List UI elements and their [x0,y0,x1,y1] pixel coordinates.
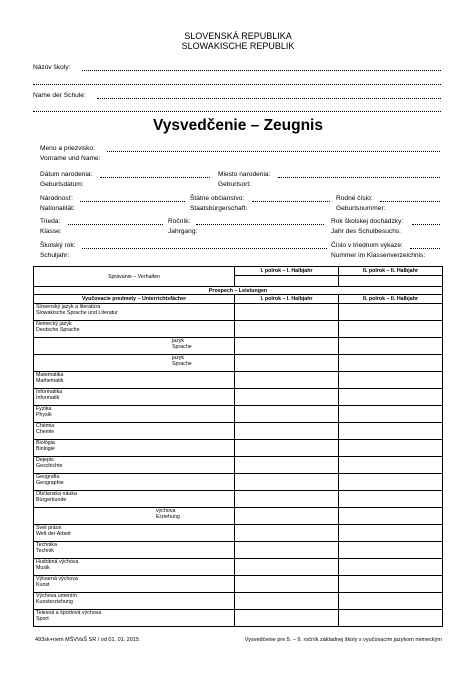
subject-name-sk: Matematika [36,372,64,378]
birthplace-label-sk: Miesto narodenia: [218,171,271,178]
birth-number-label-sk: Rodné číslo: [336,195,373,202]
subject-name-de: Mathematik [36,378,64,384]
school-name-field-3[interactable] [97,98,441,99]
subject-name-de: Sport [36,616,49,622]
subject-grade-sem2[interactable] [339,355,443,372]
birthplace-field[interactable] [278,177,440,178]
subject-grade-sem2[interactable] [339,321,443,338]
subject-grade-sem2[interactable] [339,576,443,593]
subject-name [34,610,235,627]
subject-grade-sem1[interactable] [235,525,339,542]
subject-name-de: Slowakische Sprache und Literatur [36,310,118,316]
grade-label-de: Jahrgang: [168,228,198,235]
citizenship-label-de: Staatsbürgerschaft: [190,205,248,212]
subject-name-de: Musik [36,565,50,571]
subject-name-de: Deutsche Sprache [36,327,80,333]
subject-name [34,440,235,457]
subject-grade-sem1[interactable] [235,389,339,406]
subject-name-sk: jazyk [172,338,185,344]
subject-name-sk: Výchova umením [36,593,77,599]
subject-name-de: Kunst [36,582,50,588]
subject-grade-sem2[interactable] [339,304,443,321]
subject-name-sk: Telesná a športová výchova [36,610,102,616]
subject-name-sk: výchova [156,508,176,514]
subject-name-sk: Občianska náuka [36,491,77,497]
school-name-field-4[interactable] [33,111,441,112]
subject-name-custom[interactable] [34,355,235,372]
country-name-de: SLOWAKISCHE REPUBLIK [181,41,295,51]
subject-grade-sem1[interactable] [235,474,339,491]
subject-name-sk: Svet práce [36,525,62,531]
grade-field[interactable] [196,224,324,225]
footer-form-description: Vysvedčenie pre 5. – 9. ročník základnej školy s vyučovacím jazykom nemeckým [244,637,442,643]
attendance-year-label-sk: Rok školskej dochádzky: [331,218,404,225]
subject-grade-sem1[interactable] [235,304,339,321]
country-name-sk: SLOVENSKÁ REPUBLIKA [184,31,292,41]
subjects-header: Vyučovacie predmety – Unterrichtsfächer [34,295,235,304]
subject-name-de: Technik [36,548,54,554]
subject-grade-sem1[interactable] [235,610,339,627]
subject-grade-sem1[interactable] [235,355,339,372]
register-number-label-de: Nummer im Klassenverzeichnis: [331,252,426,259]
subject-name-de: Kunsterziehung [36,599,73,605]
subject-grade-sem1[interactable] [235,372,339,389]
subject-grade-sem1[interactable] [235,338,339,355]
footer-form-code: 493sk+nem MŠVVaŠ SR / od 01. 01. 2015 [35,637,140,643]
subject-name [34,576,235,593]
subject-grade-sem2[interactable] [339,457,443,474]
birth-number-label-de: Geburtsnummer: [336,205,386,212]
behavior-sem2-cell[interactable] [339,276,443,287]
subject-name [34,406,235,423]
subject-name [34,321,235,338]
subject-grade-sem2[interactable] [339,525,443,542]
class-field[interactable] [68,224,163,225]
subject-grade-sem1[interactable] [235,321,339,338]
subject-name [34,559,235,576]
subject-grade-sem2[interactable] [339,423,443,440]
subject-name [34,457,235,474]
subject-name-de: Chemie [36,429,55,435]
subject-name [34,372,235,389]
birthdate-label-de: Geburtsdatum: [40,181,84,188]
subject-name-de: Geographie [36,480,64,486]
citizenship-field[interactable] [252,201,330,202]
school-year-field[interactable] [82,248,327,249]
birthdate-field[interactable] [100,177,210,178]
nationality-field[interactable] [80,201,185,202]
subject-grade-sem1[interactable] [235,593,339,610]
subject-name-sk: Technika [36,542,57,548]
subject-grade-sem2[interactable] [339,542,443,559]
birthplace-label-de: Geburtsort: [218,181,251,188]
subject-grade-sem2[interactable] [339,338,443,355]
subject-name-de: Welt der Arbeit [36,531,71,537]
subject-name-custom[interactable] [34,508,235,525]
name-label-de: Vorname und Name: [40,155,101,162]
subject-grade-sem1[interactable] [235,423,339,440]
grades-table [33,266,443,627]
school-name-field[interactable] [82,70,441,71]
subject-grade-sem2[interactable] [339,508,443,525]
school-name-label-de: Name der Schule: [33,92,86,99]
sem1-header: I. polrok – I. Halbjahr [235,267,339,276]
subject-name-sk: Hudobná výchova [36,559,79,565]
subject-name-de: Geschichte [36,463,63,469]
subject-name-sk: Dejepis [36,457,54,463]
citizenship-label-sk: Štátne občianstvo: [190,195,245,202]
subject-name-sk: Fyzika [36,406,52,412]
subject-name-sk: Geografia [36,474,60,480]
name-label-sk: Meno a priezvisko: [40,145,95,152]
subject-grade-sem2[interactable] [339,406,443,423]
attendance-year-field[interactable] [412,224,440,225]
subject-grade-sem2[interactable] [339,610,443,627]
subject-grade-sem2[interactable] [339,372,443,389]
behavior-label: Správanie – Verhalten [34,267,235,287]
class-label-de: Klasse: [40,228,62,235]
subject-grade-sem1[interactable] [235,542,339,559]
school-name-label-sk: Názov školy: [33,64,71,71]
subject-grade-sem1[interactable] [235,406,339,423]
subject-name [34,304,235,321]
subject-name-de: Biologie [36,446,55,452]
behavior-sem1-cell[interactable] [235,276,339,287]
subject-grade-sem2[interactable] [339,559,443,576]
subject-name-sk: Informatika [36,389,63,395]
school-year-label-de: Schuljahr: [40,252,70,259]
subject-name [34,542,235,559]
class-label-sk: Trieda: [40,218,61,225]
subject-name-de: Erziehung [156,514,180,520]
register-number-field[interactable] [410,248,440,249]
school-name-field-2[interactable] [33,84,441,85]
subject-name [34,593,235,610]
subject-grade-sem1[interactable] [235,508,339,525]
grade-label-sk: Ročník: [168,218,191,225]
subject-name [34,389,235,406]
subject-name-de: Sprache [172,361,192,367]
subject-name-de: Informatik [36,395,60,401]
subject-name-custom[interactable] [34,338,235,355]
subject-name-sk: Výtvarná výchova [36,576,78,582]
nationality-label-de: Nationalität: [40,205,75,212]
subject-name-sk: Biológia [36,440,55,446]
attendance-year-label-de: Jahr des Schulbesuchs: [331,228,402,235]
birthdate-label-sk: Dátum narodenia: [40,171,93,178]
nationality-label-sk: Národnosť: [40,195,73,202]
subject-grade-sem2[interactable] [339,440,443,457]
subject-grade-sem2[interactable] [339,389,443,406]
subject-name-de: Sprache [172,344,192,350]
page-title: Vysvedčenie – Zeugnis [152,117,323,134]
sem2-header: II. polrok – II. Halbjahr [339,267,443,276]
subject-grade-sem1[interactable] [235,576,339,593]
subject-name [34,474,235,491]
subject-name-sk: Chémia [36,423,55,429]
register-number-label-sk: Číslo v triednom výkaze: [331,242,403,249]
subject-grade-sem2[interactable] [339,491,443,508]
subject-name [34,525,235,542]
subject-grade-sem1[interactable] [235,457,339,474]
subject-name-de: Bürgerkunde [36,497,67,503]
subject-name-sk: Nemecký jazyk [36,321,72,327]
subject-grade-sem2[interactable] [339,593,443,610]
name-field[interactable] [107,151,440,152]
subjects-sem1-header: I. polrok – I. Halbjahr [235,295,339,304]
subject-grade-sem1[interactable] [235,440,339,457]
subjects-sem2-header: II. polrok – II. Halbjahr [339,295,443,304]
subject-name [34,423,235,440]
achievement-header: Prospech – Leistungen [34,287,443,295]
subject-name [34,491,235,508]
subject-name-sk: Slovenský jazyk a literatúra [36,304,101,310]
subject-grade-sem1[interactable] [235,491,339,508]
subject-name-sk: jazyk [172,355,185,361]
subject-grade-sem1[interactable] [235,559,339,576]
subject-grade-sem2[interactable] [339,474,443,491]
birth-number-field[interactable] [380,201,440,202]
school-year-label-sk: Školský rok: [40,242,76,249]
subject-name-de: Physik [36,412,52,418]
